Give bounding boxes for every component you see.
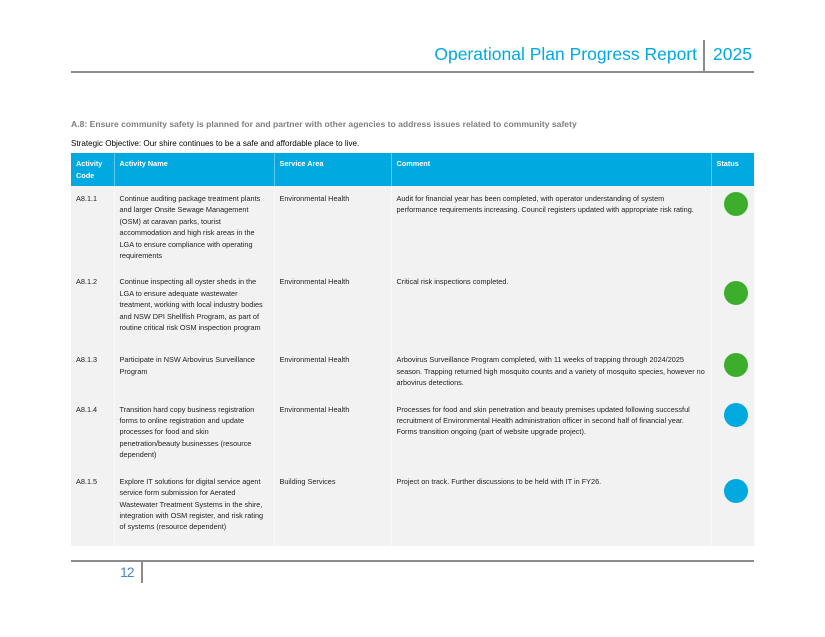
- status-cell: [711, 186, 754, 269]
- column-header-activity-name: Activity Name: [114, 153, 274, 186]
- status-on-track-icon: [724, 403, 748, 427]
- table-row: [71, 186, 754, 269]
- activity-name: Continue inspecting all oyster sheds in the LGA to ensure adequate wastewater treatment, working with local industry bodies and NSW DPI Shellfish Program, as part of routine critical risk OSM inspection program: [114, 269, 274, 347]
- status-on-track-icon: [724, 479, 748, 503]
- activity-name: Explore IT solutions for digital service agent service form submission for Aerated Wastewater Treatment Systems in the shire, integration with OSM register, and risk rating of systems (resource dependent): [114, 469, 274, 546]
- activity-code: A8.1.1: [71, 186, 114, 269]
- activity-name: Participate in NSW Arbovirus Surveillance Program: [114, 347, 274, 396]
- table-row: [71, 397, 754, 469]
- activity-code: A8.1.4: [71, 397, 114, 469]
- page-number: 12: [120, 564, 134, 580]
- status-complete-icon: [724, 353, 748, 377]
- footer-divider: [71, 560, 754, 562]
- comment: Project on track. Further discussions to be held with IT in FY26.: [391, 469, 711, 546]
- table-row: [71, 469, 754, 546]
- comment: Processes for food and skin penetration and beauty premises updated following successful recruitment of Environmental Health administration officer in second half of financial year. Forms transition ongoing (part of website upgrade project).: [391, 397, 711, 469]
- status-cell: [711, 347, 754, 396]
- report-title: Operational Plan Progress Report: [434, 44, 697, 64]
- service-area: Environmental Health: [274, 397, 391, 469]
- header-divider: [703, 40, 705, 73]
- status-cell: [711, 469, 754, 546]
- status-cell: [711, 269, 754, 347]
- activity-table: [71, 153, 755, 546]
- column-header-status: Status: [711, 153, 754, 186]
- report-year: 2025: [713, 44, 752, 64]
- comment: Audit for financial year has been completed, with operator understanding of system performance requirements increasing. Council registers updated with appropriate risk rating.: [391, 186, 711, 269]
- status-complete-icon: [724, 281, 748, 305]
- strategic-objective: Strategic Objective: Our shire continues to be a safe and affordable place to live.: [71, 139, 360, 148]
- service-area: Environmental Health: [274, 269, 391, 347]
- table-row: [71, 269, 754, 347]
- page-number-separator: [141, 562, 143, 583]
- activity-code: A8.1.3: [71, 347, 114, 396]
- service-area: Environmental Health: [274, 186, 391, 269]
- activity-name: Transition hard copy business registration forms to online registration and update processes for food and skin penetration/beauty businesses (resource dependent): [114, 397, 274, 469]
- status-complete-icon: [724, 192, 748, 216]
- status-cell: [711, 397, 754, 469]
- activity-name: Continue auditing package treatment plants and larger Onsite Sewage Management (OSM) at caravan parks, tourist accommodation and high risk areas in the LGA to ensure compliance with operating requirements: [114, 186, 274, 269]
- column-header-service-area: Service Area: [274, 153, 391, 186]
- column-header-comment: Comment: [391, 153, 711, 186]
- comment: Critical risk inspections completed.: [391, 269, 711, 347]
- comment: Arbovirus Surveillance Program completed, with 11 weeks of trapping through 2024/2025 season. Trapping returned high mosquito counts and a variety of mosquito species, however no arbovirus detections.: [391, 347, 711, 396]
- service-area: Environmental Health: [274, 347, 391, 396]
- page-header: [71, 40, 754, 73]
- activity-code: A8.1.2: [71, 269, 114, 347]
- table-row: [71, 347, 754, 396]
- column-header-activity-code: Activity Code: [71, 153, 114, 186]
- table-header-row: [71, 153, 754, 186]
- activity-code: A8.1.5: [71, 469, 114, 546]
- section-title: A.8: Ensure community safety is planned for and partner with other agencies to address issues related to community safety: [71, 119, 577, 129]
- service-area: Building Services: [274, 469, 391, 546]
